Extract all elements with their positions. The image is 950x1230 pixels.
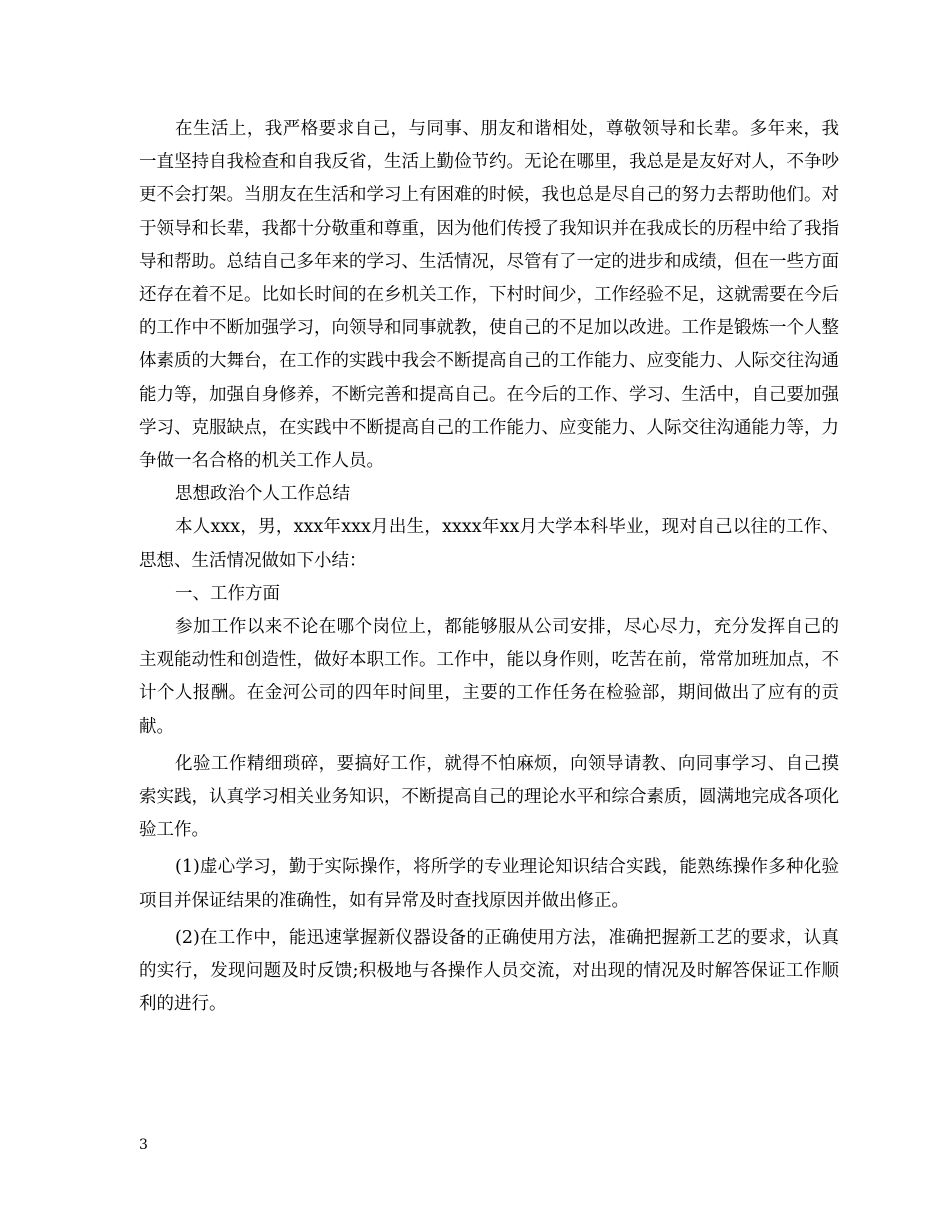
paragraph-item-1: (1)虚心学习，勤于实际操作，将所学的专业理论知识结合实践，能熟练操作多种化验项目并保证结果的准确性，如有异常及时查找原因并做出修正。 — [139, 857, 839, 911]
paragraph-life-attitude: 在生活上，我严格要求自己，与同事、朋友和谐相处，尊敬领导和长辈。多年来，我一直坚持自我检查和自我反省，生活上勤俭节约。无论在哪里，我总是是友好对人，不争吵更不会打架。当朋友在生活和学习上有困难的时候，我也总是尽自己的努力去帮助他们。对于领导和长辈，我都十分敬重和尊重，因为他们传授了我知识并在我成长的历程中给了我指导和帮助。总结自己多年来的学习、生活情况，尽管有了一定的进步和成绩，但在一些方面还存在着不足。比如长时间的在乡机关工作，下村时间少，工作经验不足，这就需要在今后的工作中不断加强学习，向领导和同事就教，使自己的不足加以改进。工作是锻炼一个人整体素质的大舞台，在工作的实践中我会不断提高自己的工作能力、应变能力、人际交往沟通能力等，加强自身修养，不断完善和提高自己。在今后的工作、学习、生活中，自己要加强学习、克服缺点，在实践中不断提高自己的工作能力、应变能力、人际交往沟通能力等，力争做一名合格的机关工作人员。 — [139, 119, 839, 472]
document-body — [139, 113, 839, 1021]
paragraph-lab-work: 化验工作精细琐碎，要搞好工作，就得不怕麻烦，向领导请教、向同事学习、自己摸索实践，认真学习相关业务知识，不断提高自己的理论水平和综合素质，圆满地完成各项化验工作。 — [139, 753, 839, 841]
section-heading-work: 一、工作方面 — [175, 583, 280, 604]
paragraph-work-attitude: 参加工作以来不论在哪个岗位上，都能够服从公司安排，尽心尽力，充分发挥自己的主观能动性和创造性，做好本职工作。工作中，能以身作则，吃苦在前，常常加班加点，不计个人报酬。在金河公司的四年时间里，主要的工作任务在检验部，期间做出了应有的贡献。 — [139, 617, 839, 737]
paragraph-item-2: (2)在工作中，能迅速掌握新仪器设备的正确使用方法，准确把握新工艺的要求，认真的实行，发现问题及时反馈;积极地与各操作人员交流，对出现的情况及时解答保证工作顺利的进行。 — [139, 927, 839, 1015]
paragraph-self-intro: 本人xxx，男，xxx年xxx月出生，xxxx年xx月大学本科毕业，现对自己以往的工作、思想、生活情况做如下小结： — [139, 517, 839, 571]
page-number: 3 — [139, 1137, 148, 1153]
section-title-summary: 思想政治个人工作总结 — [175, 484, 350, 505]
